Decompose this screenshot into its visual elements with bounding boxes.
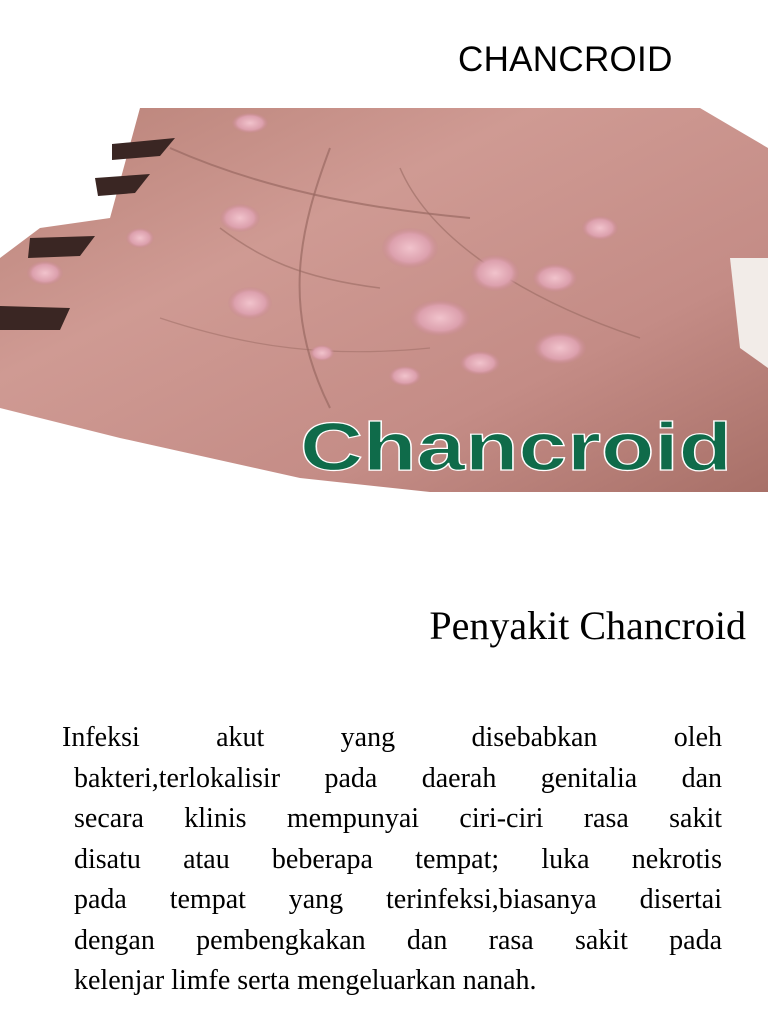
description-paragraph (62, 718, 722, 1002)
lesion (310, 345, 334, 361)
lesion (126, 228, 154, 248)
paragraph-line: bakteri,terlokalisir pada daerah genitalia dan (74, 762, 722, 794)
lesion (220, 204, 260, 232)
lesion (582, 216, 618, 240)
paragraph-line: kelenjar limfe serta mengeluarkan nanah. (74, 965, 537, 996)
paragraph-line: Infeksi akut yang disebabkan oleh (62, 722, 722, 753)
paragraph-line: disatu atau beberapa tempat; luka nekrotis (74, 843, 722, 875)
hand-lesions-photo (0, 108, 768, 492)
lesion (460, 351, 500, 375)
image-caption: Chancroid (300, 409, 732, 485)
lesion (382, 228, 438, 268)
lesion (534, 332, 586, 364)
lesion (27, 261, 63, 285)
lesion (232, 113, 268, 133)
paragraph-line: pada tempat yang terinfeksi,biasanya disertai (74, 884, 722, 915)
lesion (228, 287, 272, 319)
slide-title: CHANCROID (458, 40, 673, 79)
finger-gap (0, 306, 70, 330)
lesion (533, 264, 577, 292)
lesion (410, 300, 470, 336)
lesion (389, 366, 421, 386)
paragraph-line: secara klinis mempunyai ciri-ciri rasa sakit (74, 803, 722, 834)
lesion (471, 255, 519, 291)
paragraph-line: dengan pembengkakan dan rasa sakit pada (74, 924, 722, 956)
slide-heading: Penyakit Chancroid (429, 603, 746, 648)
